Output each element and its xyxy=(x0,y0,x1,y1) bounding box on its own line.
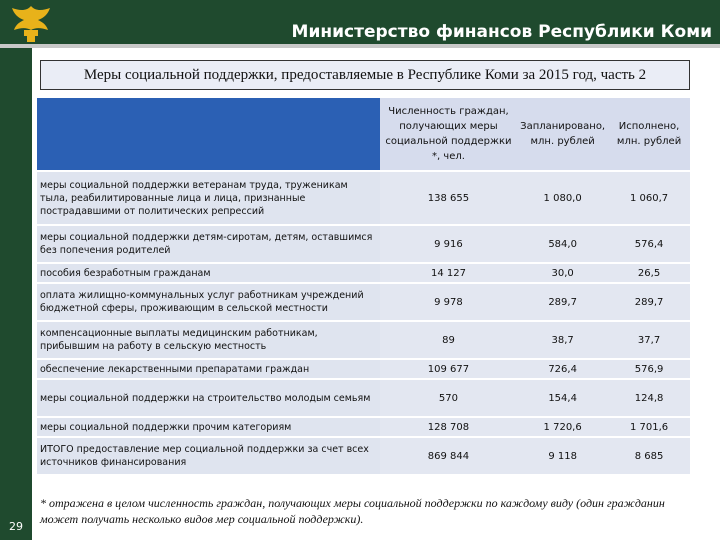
footnote: * отражена в целом численность граждан, получающих меры социальной поддержки по каждому виду (один гражданин может получать несколько видов мер социальной поддержки). xyxy=(40,496,665,526)
table-row xyxy=(37,226,690,262)
page-number: 29 xyxy=(9,520,23,533)
header-divider xyxy=(0,44,720,48)
planned-cell: 9 118 xyxy=(517,438,608,474)
count-cell: 128 708 xyxy=(380,418,517,436)
coat-of-arms-icon xyxy=(0,0,62,46)
support-measures-table xyxy=(37,96,690,476)
planned-cell: 154,4 xyxy=(517,380,608,416)
table-row xyxy=(37,418,690,436)
row-label: компенсационные выплаты медицинским работникам, прибывшим на работу в сельскую местность xyxy=(37,322,380,358)
done-cell: 37,7 xyxy=(608,322,690,358)
planned-cell: 584,0 xyxy=(517,226,608,262)
column-header: Запланировано, млн. рублей xyxy=(517,98,608,170)
planned-cell: 38,7 xyxy=(517,322,608,358)
planned-cell: 1 720,6 xyxy=(517,418,608,436)
header-title: Министерство финансов Республики Коми xyxy=(291,22,712,42)
count-cell: 570 xyxy=(380,380,517,416)
header-bar xyxy=(0,0,720,46)
table-row xyxy=(37,172,690,224)
done-cell: 1 701,6 xyxy=(608,418,690,436)
planned-cell: 726,4 xyxy=(517,360,608,378)
slide-subtitle: Меры социальной поддержки, предоставляемые в Республике Коми за 2015 год, часть 2 xyxy=(40,60,690,90)
table-row xyxy=(37,322,690,358)
row-label: оплата жилищно-коммунальных услуг работникам учреждений бюджетной сферы, проживающим в сельской местности xyxy=(37,284,380,320)
row-label: меры социальной поддержки прочим категориям xyxy=(37,418,380,436)
done-cell: 8 685 xyxy=(608,438,690,474)
planned-cell: 289,7 xyxy=(517,284,608,320)
row-label: ИТОГО предоставление мер социальной поддержки за счет всех источников финансирования xyxy=(37,438,380,474)
column-header: Численность граждан, получающих меры социальной поддержки *, чел. xyxy=(380,98,517,170)
table-row-total xyxy=(37,438,690,474)
table-row xyxy=(37,264,690,282)
left-strip xyxy=(0,48,32,540)
table-row xyxy=(37,284,690,320)
column-header: Исполнено, млн. рублей xyxy=(608,98,690,170)
planned-cell: 1 080,0 xyxy=(517,172,608,224)
count-cell: 138 655 xyxy=(380,172,517,224)
done-cell: 1 060,7 xyxy=(608,172,690,224)
row-label: обеспечение лекарственными препаратами граждан xyxy=(37,360,380,378)
count-cell: 869 844 xyxy=(380,438,517,474)
count-cell: 109 677 xyxy=(380,360,517,378)
count-cell: 9 916 xyxy=(380,226,517,262)
count-cell: 9 978 xyxy=(380,284,517,320)
count-cell: 89 xyxy=(380,322,517,358)
done-cell: 289,7 xyxy=(608,284,690,320)
table-row xyxy=(37,380,690,416)
header-blank-cell xyxy=(37,98,380,170)
row-label: пособия безработным гражданам xyxy=(37,264,380,282)
row-label: меры социальной поддержки на строительство молодым семьям xyxy=(37,380,380,416)
done-cell: 26,5 xyxy=(608,264,690,282)
done-cell: 576,4 xyxy=(608,226,690,262)
done-cell: 124,8 xyxy=(608,380,690,416)
table-row xyxy=(37,360,690,378)
count-cell: 14 127 xyxy=(380,264,517,282)
done-cell: 576,9 xyxy=(608,360,690,378)
row-label: меры социальной поддержки детям-сиротам, детям, оставшимся без попечения родителей xyxy=(37,226,380,262)
planned-cell: 30,0 xyxy=(517,264,608,282)
row-label: меры социальной поддержки ветеранам труда, труженикам тыла, реабилитированные лица и лица, признанные пострадавшими от политических репрессий xyxy=(37,172,380,224)
table-header-row xyxy=(37,98,690,170)
